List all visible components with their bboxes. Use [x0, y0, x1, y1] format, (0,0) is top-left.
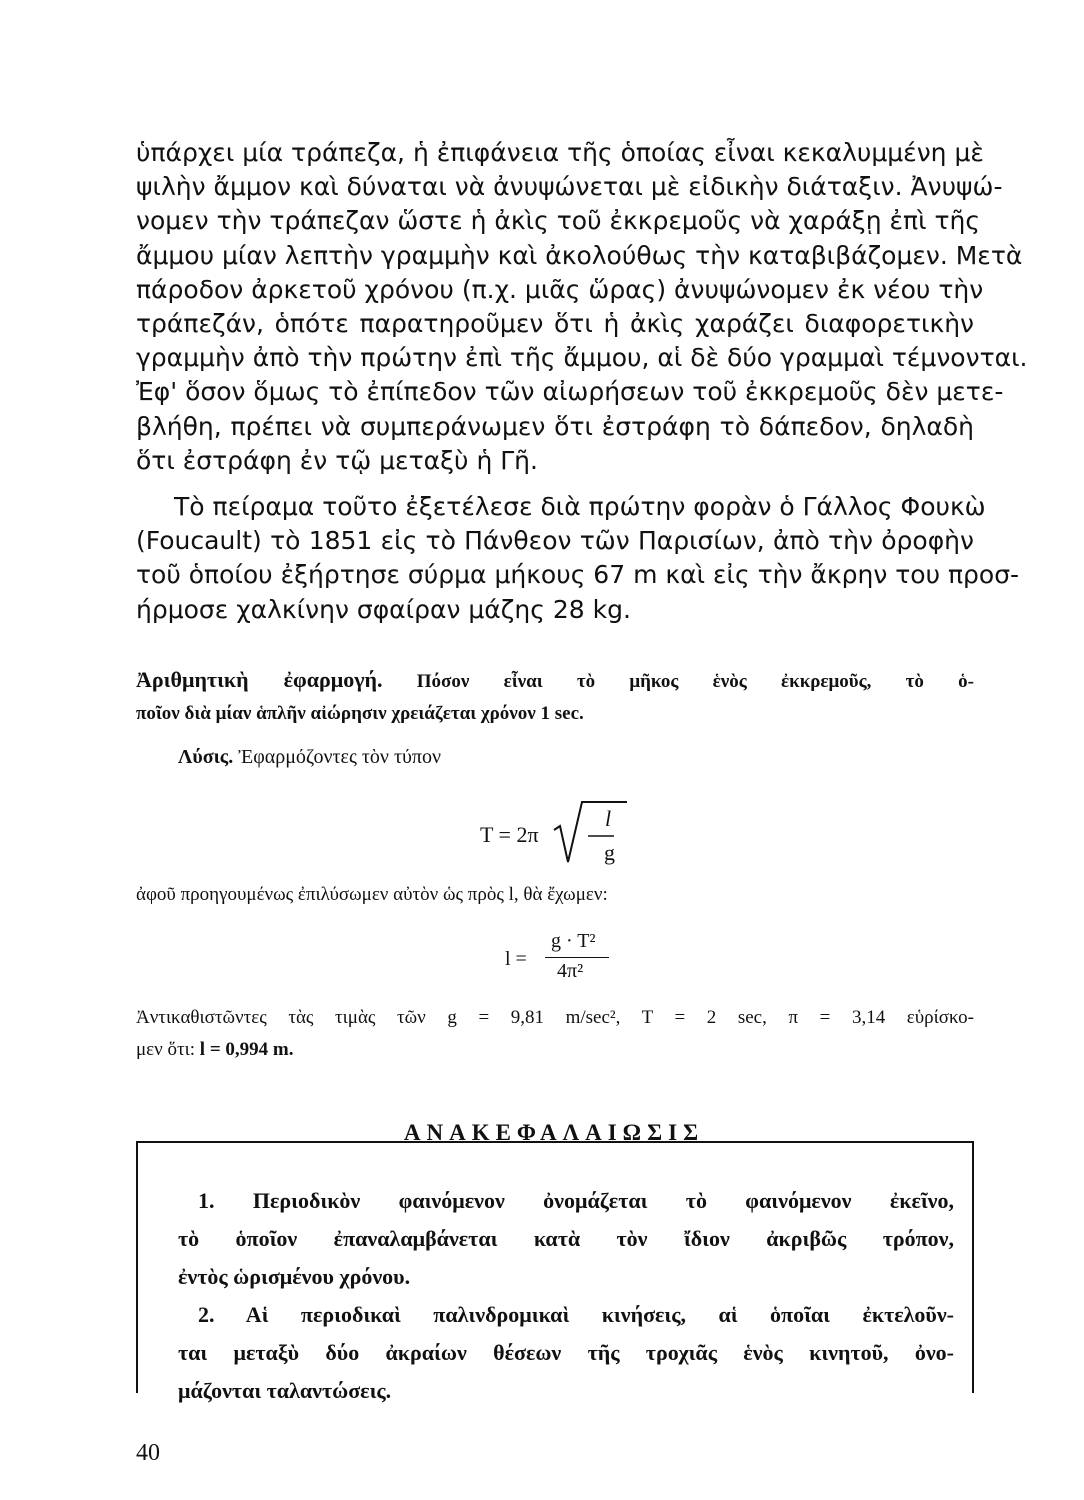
application-question-cont: ποῖον διὰ μίαν ἁπλῆν αἰώρησιν χρειάζεται χρόνον 1 sec. — [136, 703, 584, 724]
summary-line: 2. Αἱ περιοδικαὶ παλινδρομικαὶ κινήσεις, αἱ ὁποῖαι ἐκτελοῦν- — [198, 1302, 954, 1327]
text-line: ήρμοσε χαλκίνην σφαίραν μάζης 28 kg. — [136, 594, 631, 624]
summary-heading: ΑΝΑΚΕΦΑΛΑΙΩΣΙΣ — [403, 1120, 705, 1145]
text-line: γραμμὴν ἀπὸ τὴν πρώτην ἐπὶ τῆς ἄμμου, αἱ δὲ δύο γραμμαὶ τέμνονται. — [136, 343, 1028, 373]
text-line: τράπεζάν, ὁπότε παρατηροῦμεν ὅτι ἡ ἀκὶς χαράζει διαφορετικὴν — [136, 309, 974, 339]
summary-content — [178, 1182, 954, 1410]
length-formula — [505, 930, 635, 990]
formula-numerator: g · T² — [551, 930, 596, 952]
solve-text: ἀφοῦ προηγουμένως ἐπιλύσωμεν αὐτὸν ὡς πρὸς l, θὰ ἔχωμεν: — [136, 884, 608, 905]
formula-lhs: T = 2π — [480, 822, 539, 847]
formula-denominator: g — [604, 840, 615, 865]
result: l = 0,994 m. — [199, 1039, 294, 1060]
text-line: ὅτι ἐστράφη ἐν τῷ μεταξὺ ἡ Γῆ. — [136, 445, 538, 475]
summary-line: τὸ ὁποῖον ἐπαναλαμβάνεται κατὰ τὸν ἴδιον ἀκριβῶς τρόπον, — [178, 1226, 954, 1251]
text-line: Τὸ πείραμα τοῦτο ἐξετέλεσε διὰ πρώτην φορὰν ὁ Γάλλος Φουκὼ — [174, 492, 986, 521]
substitution-prefix: μεν ὅτι: — [136, 1039, 196, 1060]
text-line: βλήθη, πρέπει νὰ συμπεράνωμεν ὅτι ἐστράφη τὸ δάπεδον, δηλαδὴ — [136, 411, 974, 441]
text-line: νομεν τὴν τράπεζαν ὥστε ἡ ἀκὶς τοῦ ἐκκρεμοῦς νὰ χαράξῃ ἐπὶ τῆς — [136, 206, 981, 236]
substitution-line: Ἀντικαθιστῶντες τὰς τιμὰς τῶν g = 9,81 m/sec², T = 2 sec, π = 3,14 εὑρίσκο- — [136, 1007, 974, 1028]
summary-line: ἐντὸς ὡρισμένου χρόνου. — [178, 1264, 411, 1289]
text-line: τοῦ ὁποίου ἐξήρτησε σύρμα μήκους 67 m καὶ εἰς τὴν ἄκρην του προσ- — [136, 560, 1020, 590]
solution-text: Ἐφαρμόζοντες τὸν τύπον — [238, 746, 442, 768]
solution — [178, 746, 441, 769]
substitution — [136, 1002, 974, 1066]
paragraph-2 — [136, 490, 1020, 627]
summary-line: 1. Περιοδικὸν φαινόμενον ὀνομάζεται τὸ φαινόμενον ἐκεῖνο, — [198, 1188, 954, 1213]
application-question: Πόσον εἶναι τὸ μῆκος ἑνὸς ἐκκρεμοῦς, τὸ ὁ- — [416, 671, 974, 692]
summary-line: μάζονται ταλαντώσεις. — [178, 1378, 392, 1403]
formula-denominator: 4π² — [557, 960, 584, 982]
formula-lhs: l = — [505, 948, 527, 970]
text-line: ὑπάρχει μία τράπεζα, ἡ ἐπιφάνεια τῆς ὁποίας εἶναι κεκαλυμμένη μὲ — [136, 138, 984, 167]
text-line: Ἐφ' ὅσον ὅμως τὸ ἐπίπεδον τῶν αἰωρήσεων τοῦ ἐκκρεμοῦς δὲν μετε- — [136, 377, 1004, 407]
numerical-application — [136, 664, 974, 730]
square-root-sign — [552, 800, 632, 870]
summary-line: ται μεταξὺ δύο ἀκραίων θέσεων τῆς τροχιᾶς ἑνὸς κινητοῦ, ὀνο- — [178, 1340, 954, 1365]
fraction-bar — [545, 957, 609, 958]
text-line: ψιλὴν ἄμμον καὶ δύναται νὰ ἀνυψώνεται μὲ εἰδικὴν διάταξιν. Ἀνυψώ- — [136, 172, 1003, 202]
application-lead: Ἀριθμητικὴ ἐφαρμογή. — [136, 667, 383, 692]
paragraph-1 — [136, 136, 1028, 478]
page-number: 40 — [136, 1440, 160, 1466]
formula-numerator: l — [605, 806, 612, 831]
solution-label: Λύσις. — [178, 746, 234, 768]
text-line: (Foucault) τὸ 1851 εἰς τὸ Πάνθεον τῶν Παρισίων, ἀπὸ τὴν ὀροφὴν — [136, 526, 974, 556]
text-line: ἄμμου μίαν λεπτὴν γραμμὴν καὶ ἀκολούθως τὴν καταβιβάζομεν. Μετὰ — [136, 240, 1023, 270]
text-line: πάροδον ἀρκετοῦ χρόνου (π.χ. μιᾶς ὥρας) ἀνυψώνομεν ἐκ νέου τὴν — [136, 274, 984, 304]
period-formula — [480, 800, 640, 880]
